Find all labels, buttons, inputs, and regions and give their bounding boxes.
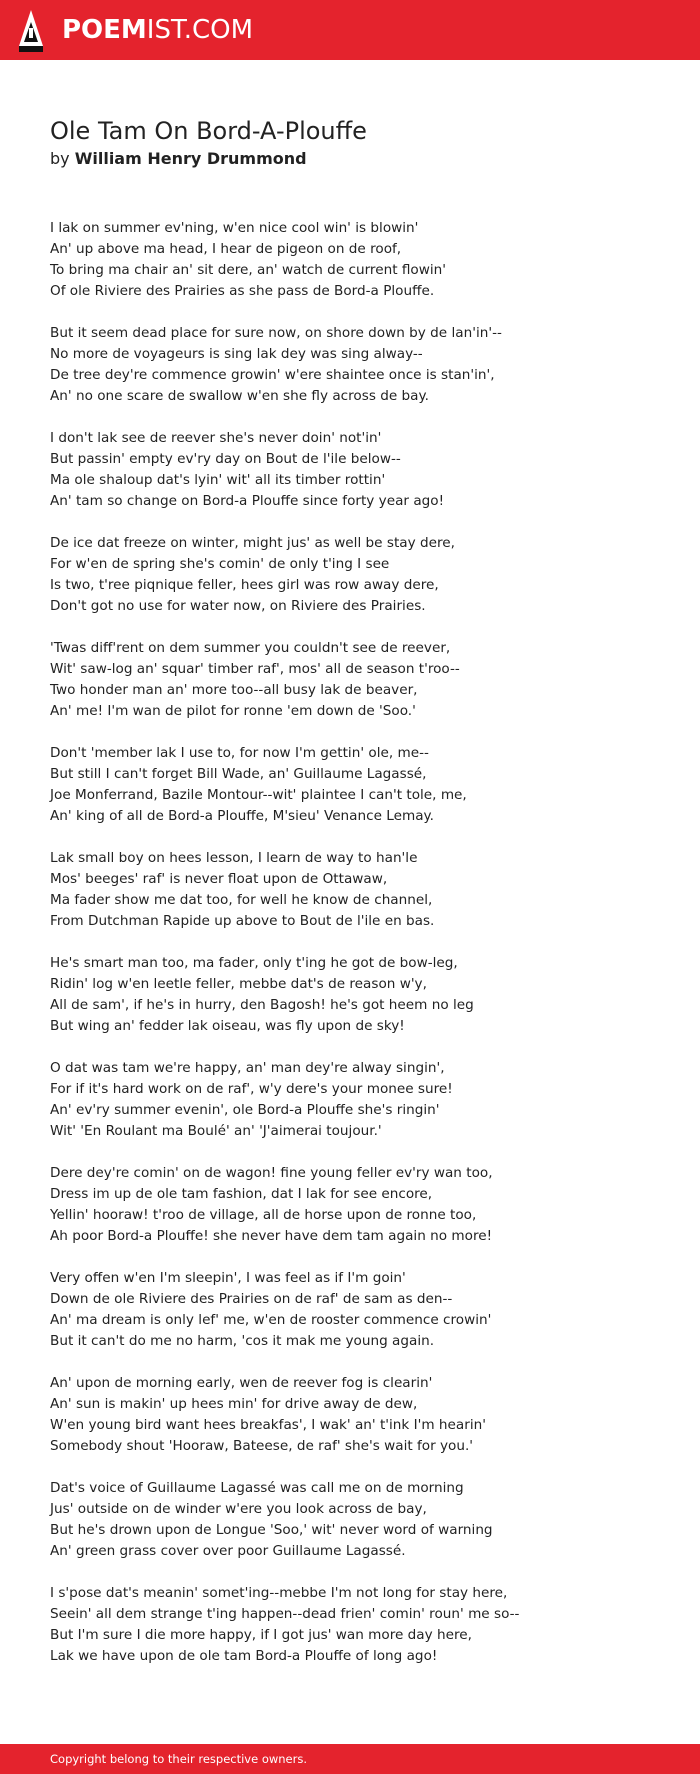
poem-title: Ole Tam On Bord-A-Plouffe (50, 117, 367, 145)
poem-line: To bring ma chair an' sit dere, an' watch de current flowin' (50, 262, 446, 278)
poem-line: Dere dey're comin' on de wagon! fine young feller ev'ry wan too, (50, 1165, 493, 1181)
poem-line: An' sun is makin' up hees min' for drive away de dew, (50, 1396, 418, 1412)
poem-line: Ah poor Bord-a Plouffe! she never have dem tam again no more! (50, 1228, 493, 1244)
poem-line: From Dutchman Rapide up above to Bout de l'ile en bas. (50, 913, 435, 929)
poem-line: Somebody shout 'Hooraw, Bateese, de raf' she's wait for you.' (50, 1438, 474, 1454)
site-logo-text[interactable] (62, 12, 253, 48)
poem-line: An' no one scare de swallow w'en she fly across de bay. (50, 388, 429, 404)
poem-line: I don't lak see de reever she's never doin' not'in' (50, 430, 382, 446)
poem-line: An' king of all de Bord-a Plouffe, M'sieu' Venance Lemay. (50, 808, 434, 824)
byline (50, 148, 307, 170)
poem-line: An' ma dream is only lef' me, w'en de rooster commence crowin' (50, 1312, 492, 1328)
poem-line: 'Twas diff'rent on dem summer you couldn't see de reever, (50, 640, 451, 656)
poem-line: But I'm sure I die more happy, if I got jus' wan more day here, (50, 1627, 472, 1643)
poem-line: But it seem dead place for sure now, on shore down by de lan'in'-- (50, 325, 502, 341)
poem-line: Two honder man an' more too--all busy lak de beaver, (50, 682, 418, 698)
site-footer (0, 1744, 700, 1774)
poem-line: Dat's voice of Guillaume Lagassé was call me on de morning (50, 1480, 464, 1496)
stanza (50, 323, 680, 407)
poem-line: Ridin' log w'en leetle feller, mebbe dat's de reason w'y, (50, 976, 427, 992)
stanza (50, 1478, 680, 1562)
pen-nib-icon[interactable] (16, 8, 46, 54)
site-header (0, 0, 700, 60)
poem-line: Down de ole Riviere des Prairies on de raf' de sam as den-- (50, 1291, 453, 1307)
poem-line: Wit' 'En Roulant ma Boulé' an' 'J'aimerai toujour.' (50, 1123, 382, 1139)
poem-line: Is two, t'ree piqnique feller, hees girl was row away dere, (50, 577, 439, 593)
stanza (50, 1373, 680, 1457)
poem-line: But passin' empty ev'ry day on Bout de l'ile below-- (50, 451, 401, 467)
poem-line: But still I can't forget Bill Wade, an' Guillaume Lagassé, (50, 766, 427, 782)
poem-line: Of ole Riviere des Prairies as she pass de Bord-a Plouffe. (50, 283, 435, 299)
stanza (50, 743, 680, 827)
poem-line: Very offen w'en I'm sleepin', I was feel as if I'm goin' (50, 1270, 406, 1286)
stanza (50, 1268, 680, 1352)
poem-line: An' me! I'm wan de pilot for ronne 'em down de 'Soo.' (50, 703, 416, 719)
poem-line: But he's drown upon de Longue 'Soo,' wit' never word of warning (50, 1522, 493, 1538)
poem-line: De ice dat freeze on winter, might jus' as well be stay dere, (50, 535, 455, 551)
poem-line: An' ev'ry summer evenin', ole Bord-a Plouffe she's ringin' (50, 1102, 440, 1118)
poem-body (50, 218, 680, 1688)
poem-line: He's smart man too, ma fader, only t'ing he got de bow-leg, (50, 955, 458, 971)
stanza (50, 1058, 680, 1142)
poem-line: Dress im up de ole tam fashion, dat I lak for see encore, (50, 1186, 433, 1202)
poem-line: Wit' saw-log an' squar' timber raf', mos' all de season t'roo-- (50, 661, 460, 677)
poem-line: An' up above ma head, I hear de pigeon on de roof, (50, 241, 402, 257)
stanza (50, 848, 680, 932)
poem-line: Lak we have upon de ole tam Bord-a Plouffe of long ago! (50, 1648, 438, 1664)
stanza (50, 953, 680, 1037)
poem-line: Mos' beeges' raf' is never float upon de Ottawaw, (50, 871, 388, 887)
poem-line: Joe Monferrand, Bazile Montour--wit' plaintee I can't tole, me, (50, 787, 467, 803)
poem-line: W'en young bird want hees breakfas', I wak' an' t'ink I'm hearin' (50, 1417, 486, 1433)
poem-line: Jus' outside on de winder w'ere you look across de bay, (50, 1501, 427, 1517)
brand-rest: IST.COM (146, 15, 254, 45)
poem-line: For w'en de spring she's comin' de only t'ing I see (50, 556, 390, 572)
author-link[interactable]: William Henry Drummond (74, 149, 307, 168)
stanza (50, 1583, 680, 1667)
poem-line: For if it's hard work on de raf', w'y dere's your monee sure! (50, 1081, 453, 1097)
stanza (50, 428, 680, 512)
poem-line: Don't 'member lak I use to, for now I'm gettin' ole, me-- (50, 745, 429, 761)
stanza (50, 638, 680, 722)
poem-line: I lak on summer ev'ning, w'en nice cool win' is blowin' (50, 220, 419, 236)
poem-line: No more de voyageurs is sing lak dey was sing alway-- (50, 346, 423, 362)
poem-line: Lak small boy on hees lesson, I learn de way to han'le (50, 850, 418, 866)
brand-bold: POEM (62, 15, 147, 45)
poem-line: Seein' all dem strange t'ing happen--dead frien' comin' roun' me so-- (50, 1606, 520, 1622)
poem-line: An' green grass cover over poor Guillaume Lagassé. (50, 1543, 406, 1559)
poem-line: I s'pose dat's meanin' somet'ing--mebbe I'm not long for stay here, (50, 1585, 508, 1601)
stanza (50, 533, 680, 617)
poem-line: But wing an' fedder lak oiseau, was fly upon de sky! (50, 1018, 405, 1034)
poem-line: Don't got no use for water now, on Riviere des Prairies. (50, 598, 426, 614)
poem-line: O dat was tam we're happy, an' man dey're alway singin', (50, 1060, 445, 1076)
poem-line: Ma ole shaloup dat's lyin' wit' all its timber rottin' (50, 472, 386, 488)
poem-line: An' upon de morning early, wen de reever fog is clearin' (50, 1375, 433, 1391)
poem-line: An' tam so change on Bord-a Plouffe since forty year ago! (50, 493, 445, 509)
stanza (50, 1163, 680, 1247)
by-label: by (50, 149, 70, 168)
poem-line: De tree dey're commence growin' w'ere shaintee once is stan'in', (50, 367, 495, 383)
poem-line: But it can't do me no harm, 'cos it mak me young again. (50, 1333, 435, 1349)
poem-line: Ma fader show me dat too, for well he know de channel, (50, 892, 433, 908)
poem-line: Yellin' hooraw! t'roo de village, all de horse upon de ronne too, (50, 1207, 477, 1223)
copyright-text: Copyright belong to their respective owners. (50, 1752, 308, 1766)
stanza (50, 218, 680, 302)
poem-line: All de sam', if he's in hurry, den Bagosh! he's got heem no leg (50, 997, 474, 1013)
